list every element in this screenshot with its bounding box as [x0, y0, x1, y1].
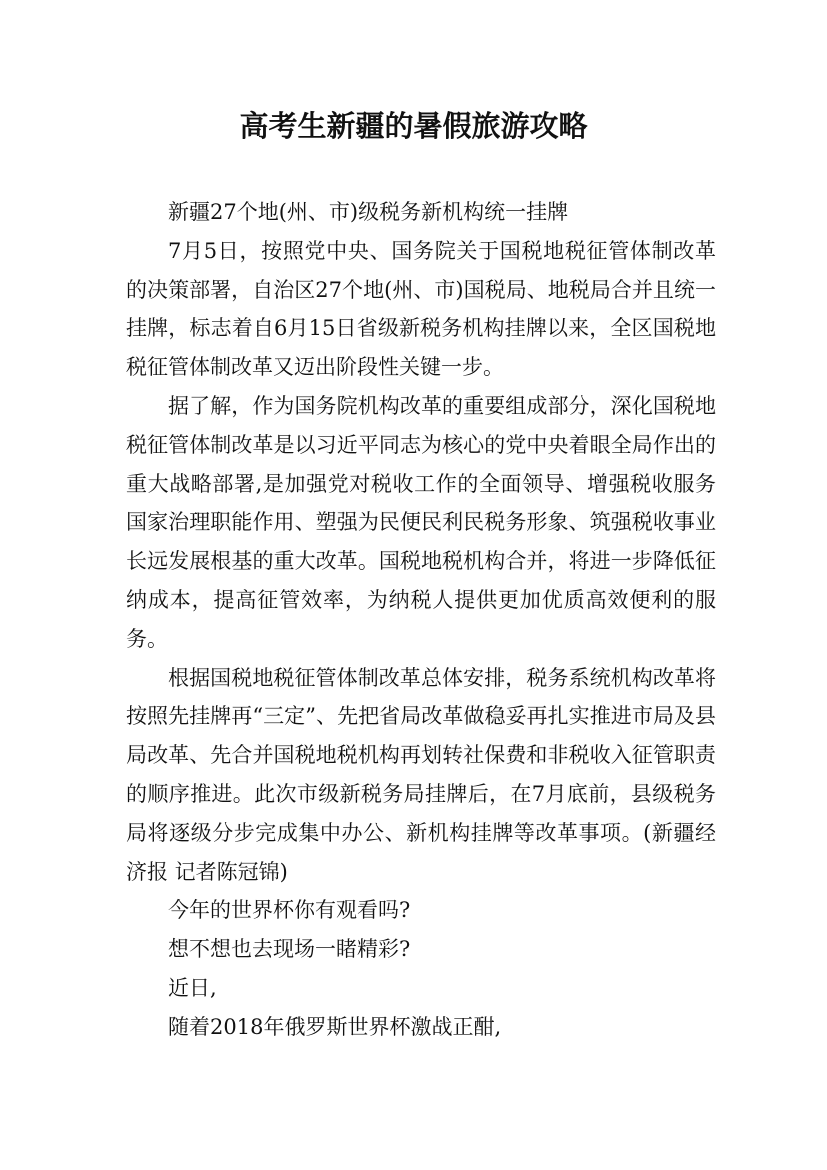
- paragraph-recently: 近日,: [168, 975, 217, 1000]
- paragraph-question-1: 今年的世界杯你有观看吗?: [168, 898, 411, 923]
- paragraph-announcement: 7月5日，按照党中央、国务院关于国税地税征管体制改革的决策部署，自治区27个地(州、市)国税局、地税局合并且统一挂牌，标志着自6月15日省级新税务机构挂牌以来，全区国税地税征管体制改革又迈出阶段性关键一步。: [126, 238, 716, 380]
- document-title: 高考生新疆的暑假旅游攻略: [239, 109, 588, 143]
- paragraph-world-cup: 随着2018年俄罗斯世界杯激战正酣,: [168, 1014, 502, 1039]
- paragraph-background: 据了解，作为国务院机构改革的重要组成部分，深化国税地税征管体制改革是以习近平同志为核心的党中央着眼全局作出的重大战略部署,是加强党对税收工作的全面领导、增强税收服务国家治理职能作用、塑强为民便民利民税务形象、筑强税收事业长远发展根基的重大改革。国税地税机构合并，将进一步降低征纳成本，提高征管效率，为纳税人提供更加优质高效便利的服务。: [126, 393, 716, 651]
- paragraph-headline: 新疆27个地(州、市)级税务新机构统一挂牌: [168, 200, 569, 224]
- document-body: [126, 193, 716, 1047]
- paragraph-question-2: 想不想也去现场一睹精彩?: [168, 937, 411, 962]
- paragraph-plan: 根据国税地税征管体制改革总体安排，税务系统机构改革将按照先挂牌再“三定”、先把省局改革做稳妥再扎实推进市局及县局改革、先合并国税地税机构再划转社保费和非税收入征管职责的顺序推进。此次市级新税务局挂牌后，在7月底前，县级税务局将逐级分步完成集中办公、新机构挂牌等改革事项。(新疆经济报 记者陈冠锦): [126, 665, 716, 884]
